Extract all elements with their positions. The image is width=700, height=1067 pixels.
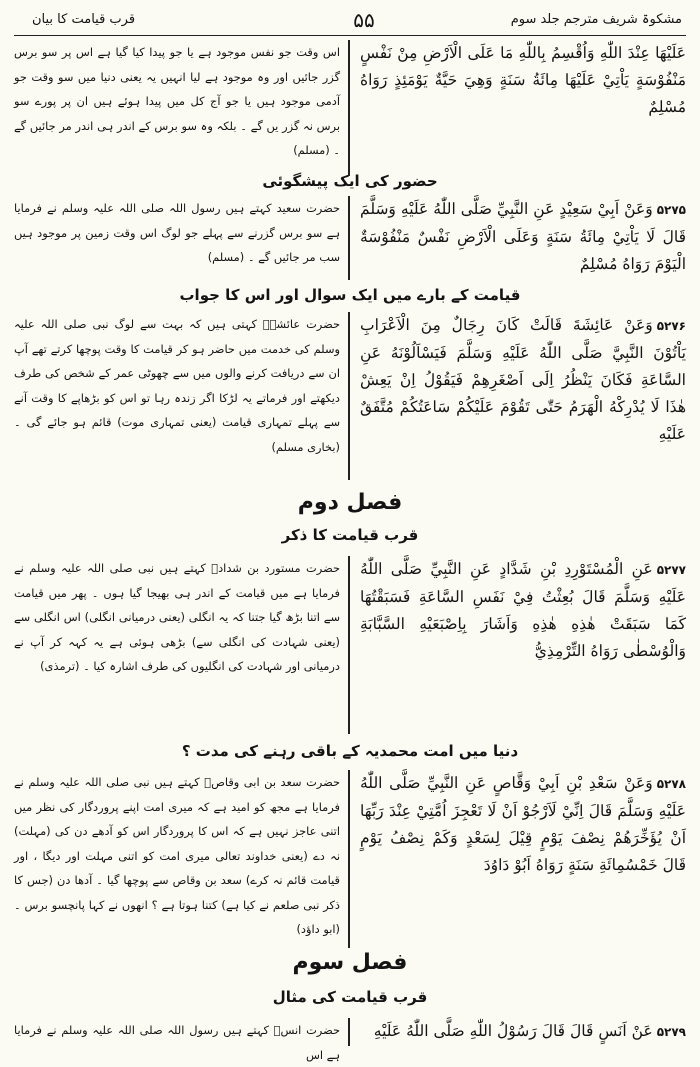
section-heading: قرب قیامت کی مثال	[272, 988, 428, 1006]
hadith-arabic-text	[360, 556, 686, 734]
hadith-urdu-translation: حضرت انسؓ کہتے ہیں رسول اللہ صلی اللہ علیہ وسلم نے فرمایا ہے اس	[14, 1023, 340, 1062]
hadith-number: ۵۲۷۵	[656, 203, 686, 217]
hadith-arabic-body: عَنْ اَنَسٍ قَالَ قَالَ رَسُوْلُ اللّٰهِ صَلَّى اللّٰهُ عَلَيْهِ	[373, 1022, 653, 1040]
column-divider	[348, 196, 350, 280]
column-divider	[348, 40, 350, 176]
book-title: مشکوۃ شریف مترجم جلد سوم	[510, 12, 682, 27]
hadith-arabic-text	[360, 312, 686, 480]
chapter-section-heading: فصل دوم	[297, 490, 403, 515]
column-divider	[348, 1018, 350, 1046]
hadith-number: ۵۲۷۸	[656, 777, 686, 791]
column-divider	[348, 770, 350, 948]
hadith-arabic-body: وَعَنْ اَبِيْ سَعِيْدٍ عَنِ النَّبِيِّ صَلَّى اللّٰهُ عَلَيْهِ وَسَلَّمَ قَالَ لَا يَاْتِيْ مِائَةُ سَنَةٍ وَعَلَى الْاَرْضِ نَفْسٌ مَنْفُوْسَةٌ الْيَوْمَ رَوَاهُ مُسْلِمٌ	[360, 200, 686, 273]
hadith-arabic-text	[360, 196, 686, 280]
page-number: ۵۵	[353, 8, 375, 32]
hadith-urdu-translation: حضرت سعید کہتے ہیں رسول اللہ صلی اللہ علیہ وسلم نے فرمایا ہے سو برس گزرنے سے پہلے جو لوگ اس وقت زمین پر موجود ہیں سب مر جائیں گے ۔ (مسلم)	[14, 201, 340, 264]
section-heading: حضور کی ایک پیشگوئی	[262, 172, 438, 190]
hadith-arabic-body: وَعَنْ سَعْدِ بْنِ اَبِيْ وَقَّاصٍ عَنِ النَّبِيِّ صَلَّى اللّٰهُ عَلَيْهِ وَسَلَّمَ قَالَ اِنِّيْ لَاَرْجُوْ اَنْ لَا تَعْجِزَ اُمَّتِيْ عِنْدَ رَبِّهَا اَنْ يُؤَخِّرَهُمْ نِصْفَ يَوْمٍ قِيْلَ لِسَعْدٍ وَكَمْ نِصْفُ يَوْمٍ قَالَ خَمْسُمِائَةِ سَنَةٍ رَوَاهُ اَبُوْ دَاوُدَ	[360, 774, 686, 874]
hadith-arabic-text	[360, 1018, 686, 1046]
page-header	[14, 4, 686, 36]
column-divider	[348, 312, 350, 480]
hadith-arabic-body: عَنِ الْمُسْتَوْرِدِ بْنِ شَدَّادٍ عَنِ النَّبِيِّ صَلَّى اللّٰهُ عَلَيْهِ وَسَلَّمَ قَالَ بُعِثْتُ فِيْ نَفَسِ السَّاعَةِ فَسَبَقْتُهَا كَمَا سَبَقَتْ هٰذِهِ هٰذِهِ وَاَشَارَ بِاِصْبَعَيْهِ السَّبَّابَةِ وَالْوُسْطٰى رَوَاهُ التِّرْمِذِيُّ	[360, 560, 686, 660]
hadith-urdu-translation: حضرت سعد بن ابی وقاصؓ کہتے ہیں نبی صلی اللہ علیہ وسلم نے فرمایا ہے مجھ کو امید ہے کہ میری امت اپنے پروردگار کی نظر میں اتنی عاجز نہیں ہے کہ اس کا پروردگار اس کو آدھے دن کی (مہلت) نہ دے (یعنی خداوند تعالی میری امت کو اتنی مہلت اور دیگا ، اور قیامت قائم نہ کرے) سعد بن وقاص سے پوچھا گیا ۔ آدھا دن (جس کا ذکر نبی صلعم نے کیا ہے) کتنا ہوتا ہے ؟ انھوں نے کہا پانچسو برس ۔ (ابو داؤد)	[14, 775, 340, 936]
hadith-urdu-translation: حضرت عائشہؓ کہتی ہیں کہ بہت سے لوگ نبی صلی اللہ علیہ وسلم کی خدمت میں حاضر ہو کر قیامت کا وقت پوچھا کرتے تھے آپ ان سے دریافت کرنے والوں میں سے چھوٹی عمر کے شخص کی طرف دیکھتے اور فرماتے یہ لڑکا اگر زندہ رہا تو اس کو بڑھاپے کا وقت آنے سے پہلے تمہاری قیامت (یعنی تمہاری موت) قائم ہو جائے گی ۔ (بخاری مسلم)	[14, 317, 340, 454]
hadith-arabic-text	[360, 770, 686, 948]
hadith-urdu-translation: اس وقت جو نفس موجود ہے یا جو پیدا کیا گیا ہے اس پر سو برس گزر جائیں اور وہ موجود ہے لیا انہیں یہ یعنی دنیا میں سو وقت جو آدمی موجود ہیں یا جو آج کل میں پیدا ہوئے ہیں ان پر پورے سو برس نہ گزر یں گے ۔ بلکہ وہ سو برس کے اندر ہی اندر مر جائیں گے ۔ (مسلم)	[14, 45, 340, 157]
section-heading: قرب قیامت کا ذکر	[281, 526, 419, 544]
hadith-number: ۵۲۷۷	[656, 563, 686, 577]
section-heading: دنیا میں امت محمدیہ کے باقی رہنے کی مدت ؟	[181, 742, 519, 760]
hadith-number: ۵۲۷۹	[656, 1025, 686, 1039]
column-divider	[348, 556, 350, 734]
hadith-urdu-translation: حضرت مستورد بن شدادؓ کہتے ہیں نبی صلی اللہ علیہ وسلم نے فرمایا ہے میں قیامت کے اندر ہی بھیجا گیا ہوں ۔ پھر میں قیامت سے اتنا بڑھ گیا جتنا کہ یہ انگلی (یعنی درمیانی انگلی) اس انگلی سے (یعنی شہادت کی انگلی سے) بڑھی ہوئی ہے یہ کہہ کر آپ نے درمیانی اور شہادت کی انگلیوں کی طرف اشارہ کیا ۔ (ترمذی)	[14, 561, 340, 673]
hadith-arabic-body: وَعَنْ عَائِشَةَ قَالَتْ كَانَ رِجَالٌ مِنَ الْاَعْرَابِ يَاْتُوْنَ النَّبِيَّ صَلَّى اللّٰهُ عَلَيْهِ وَسَلَّمَ فَيَسْاَلُوْنَهُ عَنِ السَّاعَةِ فَكَانَ يَنْظُرُ اِلَى اَصْغَرِهِمْ فَيَقُوْلُ اِنْ يَعِشْ هٰذَا لَا يُدْرِكْهُ الْهَرَمُ حَتّٰى تَقُوْمَ عَلَيْكُمْ سَاعَتُكُمْ مُتَّفَقٌ عَلَيْهِ	[360, 316, 686, 443]
hadith-number: ۵۲۷۶	[656, 319, 686, 333]
chapter-section-heading: فصل سوم	[292, 950, 408, 975]
section-heading: قیامت کے بارے میں ایک سوال اور اس کا جواب	[179, 286, 521, 304]
hadith-arabic-text: عَلَيْهَا عِنْدَ اللّٰهِ وَاُقْسِمُ بِاللّٰهِ مَا عَلَى الْاَرْضِ مِنْ نَفْسٍ مَنْفُوْسَةٍ يَاْتِيْ عَلَيْهَا مِائَةُ سَنَةٍ وَهِيَ حَيَّةٌ يَوْمَئِذٍ رَوَاهُ مُسْلِمٌ	[360, 44, 686, 116]
chapter-title: قرب قیامت کا بیان	[32, 12, 136, 27]
